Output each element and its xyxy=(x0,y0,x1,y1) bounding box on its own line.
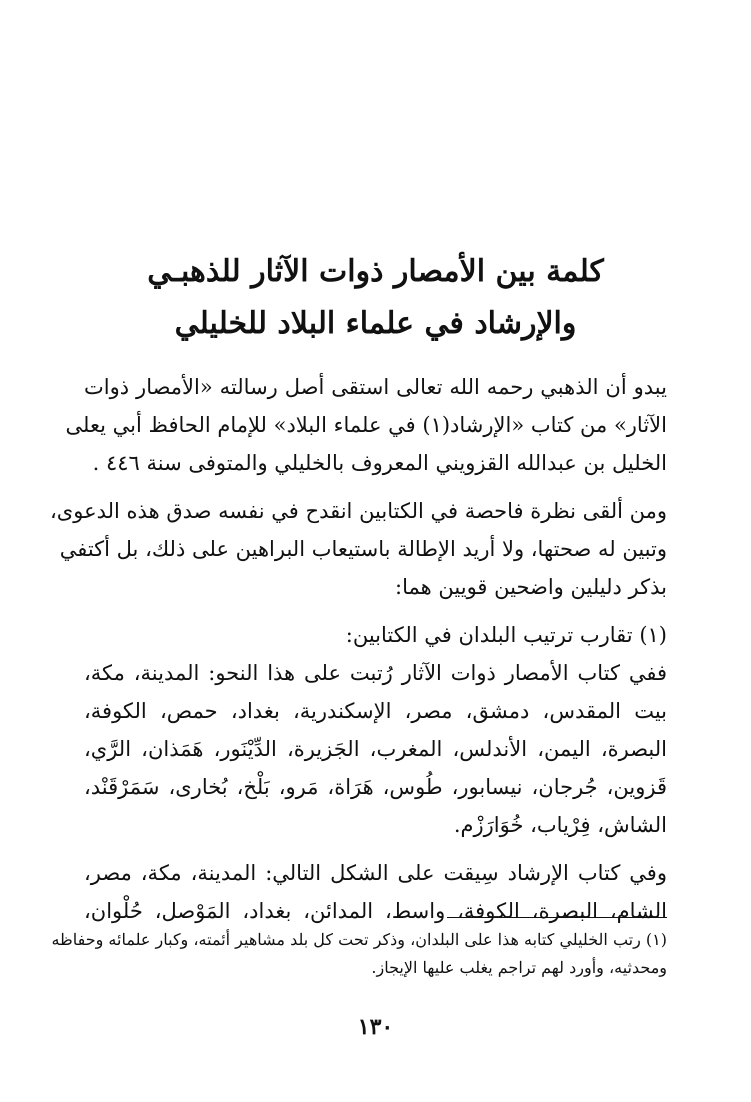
text-line: وفي كتاب الإرشاد سِيقت على الشكل التالي: المدينة، مكة، مصر، xyxy=(84,861,667,885)
footnote-divider xyxy=(447,917,667,918)
title-line-1: كلمة بين الأمصار ذوات الآثار للذهبـي xyxy=(147,254,604,289)
text-line: الشام، البصرة، الكوفة، واسط، المدائن، بغداد، المَوْصل، حُلْوان، xyxy=(84,899,667,923)
footnote xyxy=(51,926,667,982)
title-line-2: والإرشاد في علماء البلاد للخليلي xyxy=(174,306,577,341)
text-line: البصرة، اليمن، الأندلس، المغرب، الجَزيرة، الدِّيْنَور، هَمَذان، الرَّي، xyxy=(84,737,667,761)
paragraph-4 xyxy=(84,854,667,930)
page-title xyxy=(60,246,691,350)
paragraph-3 xyxy=(84,616,667,844)
text-line: بذكر دليلين واضحين قويين هما: xyxy=(395,575,667,599)
text-line: الخليل بن عبدالله القزويني المعروف بالخليلي والمتوفى سنة ٤٤٦ . xyxy=(92,451,667,475)
footnote-line: ومحدثيه، وأورد لهم تراجم يغلب عليها الإيجاز. xyxy=(371,958,667,977)
text-line: قَزوين، جُرجان، نيسابور، طُوس، هَرَاة، مَرو، بَلْخ، بُخارى، سَمَرْقَنْد، xyxy=(84,775,667,799)
text-line: وتبين له صحتها، ولا أريد الإطالة باستيعاب البراهين على ذلك، بل أكتفي xyxy=(59,537,667,561)
text-line: يبدو أن الذهبي رحمه الله تعالى استقى أصل رسالته «الأمصار ذوات xyxy=(84,375,667,399)
paragraph-2 xyxy=(50,492,667,606)
text-line: بيت المقدس، دمشق، مصر، الإسكندرية، بغداد، حمص، الكوفة، xyxy=(84,699,667,723)
page-number: ١٣٠ xyxy=(357,1014,394,1040)
text-line: (١) تقارب ترتيب البلدان في الكتابين: xyxy=(345,623,667,647)
text-line: الآثار» من كتاب «الإرشاد(١) في علماء البلاد» للإمام الحافظ أبي يعلى xyxy=(65,413,667,437)
footnote-line: (١) رتب الخليلي كتابه هذا على البلدان، وذكر تحت كل بلد مشاهير أئمته، وكبار علمائه وحفاظه xyxy=(51,930,667,949)
text-line: الشاش، فِرْياب، خُوَارَزْم. xyxy=(453,813,667,837)
paragraph-1 xyxy=(65,368,667,482)
text-line: ففي كتاب الأمصار ذوات الآثار رُتبت على هذا النحو: المدينة، مكة، xyxy=(84,661,667,685)
text-line: ومن ألقى نظرة فاحصة في الكتابين انقدح في نفسه صدق هذه الدعوى، xyxy=(50,499,667,523)
